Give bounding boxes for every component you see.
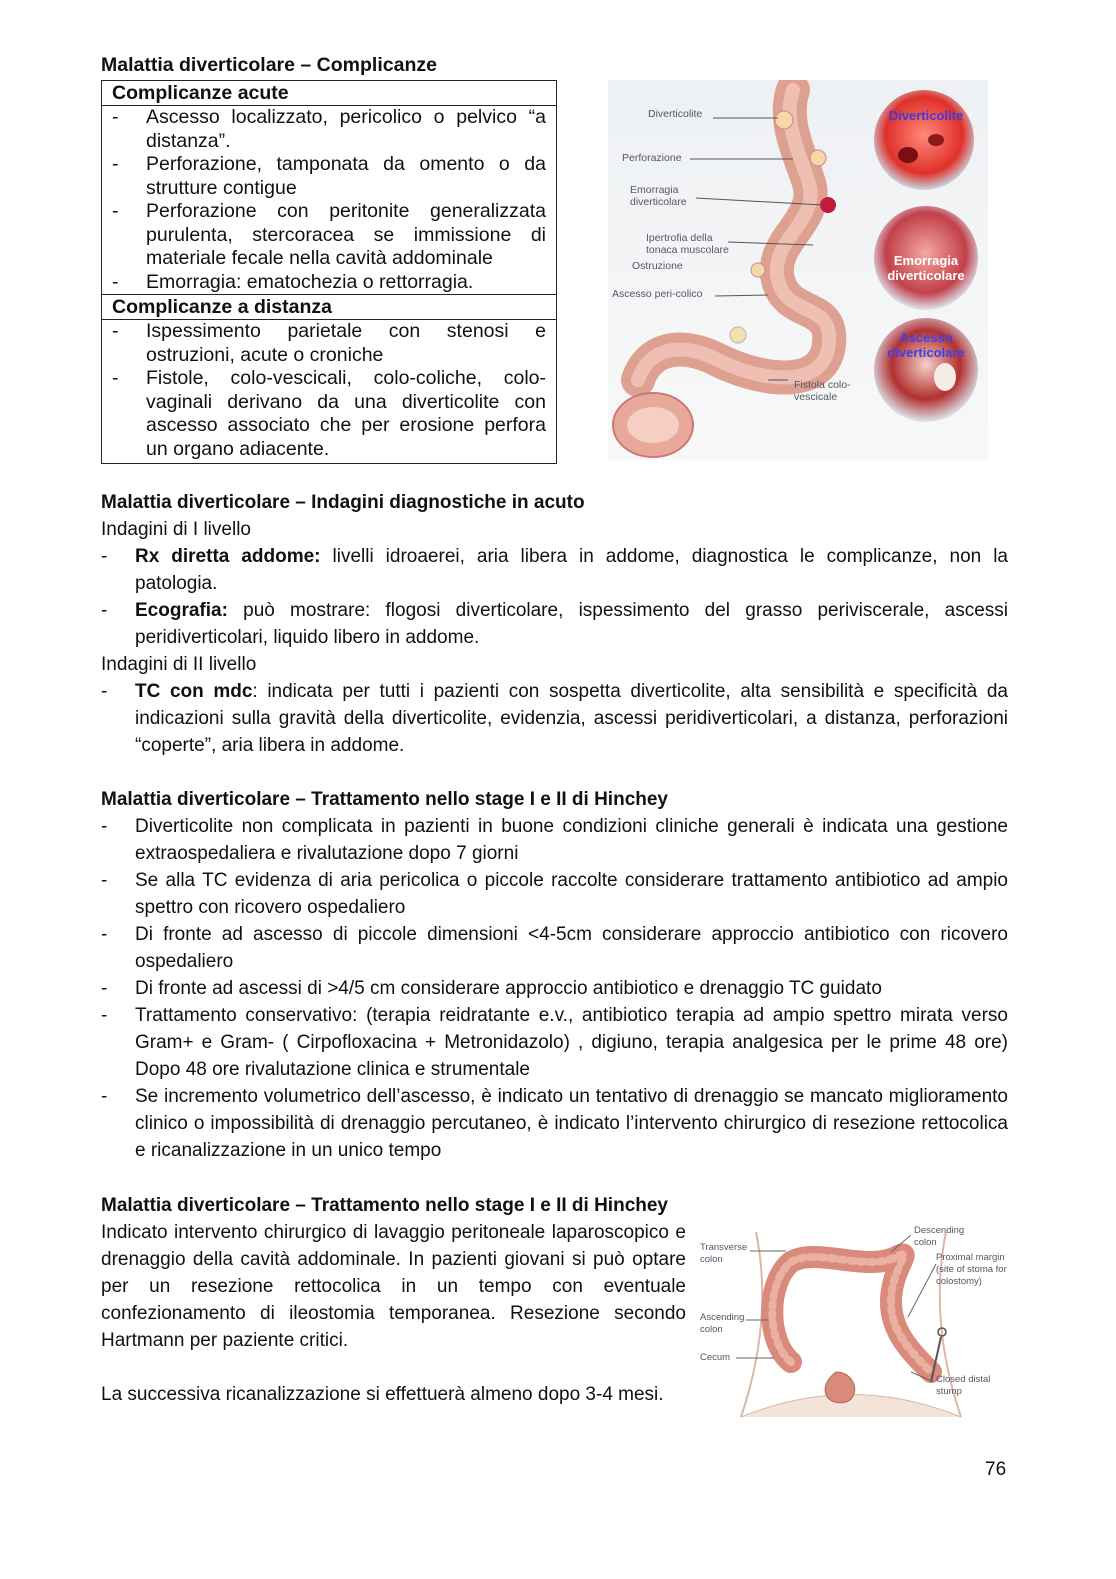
list-item <box>101 678 1008 759</box>
hartmann-figure <box>696 1222 1018 1422</box>
label-descending-colon: Descending colon <box>914 1225 965 1248</box>
item-text: Ispessimento parietale con stenosi e ostruzioni, acute o croniche <box>146 320 546 366</box>
distant-header: Complicanze a distanza <box>102 294 556 320</box>
distant-list <box>102 320 556 463</box>
diverticulitis-endoscopy <box>874 90 974 190</box>
acute-header: Complicanze acute <box>102 81 556 106</box>
section4 <box>101 1192 686 1408</box>
section2 <box>101 489 1008 759</box>
label-diverticolite: Diverticolite <box>648 108 703 120</box>
bullet-dash: - <box>101 1086 108 1107</box>
list-item <box>101 813 1008 867</box>
item-text: livelli idroaerei, aria libera in addome, diagnostica le complicanze, non la patologia. <box>135 546 1008 594</box>
item-text: Di fronte ad ascesso di piccole dimensioni <4-5cm considerare approccio antibiotico con ricovero ospedaliero <box>135 924 1008 972</box>
level1-label: Indagini di I livello <box>101 519 251 540</box>
bullet-dash: - <box>101 978 108 999</box>
item-term: Ecografia: <box>135 600 228 621</box>
list-item <box>112 320 546 367</box>
level1-list <box>101 543 1008 651</box>
label-emorragia: Emorragia diverticolare <box>630 184 687 208</box>
list-item <box>112 271 546 295</box>
circle-label-emorragia: Emorragia diverticolare <box>887 253 965 283</box>
section4-para2: La successiva ricanalizzazione si effettuerà almeno dopo 3-4 mesi. <box>101 1384 664 1405</box>
bullet-dash: - <box>112 320 119 342</box>
bullet-dash: - <box>101 1005 108 1026</box>
bullet-dash: - <box>112 270 119 293</box>
item-term: TC con mdc <box>135 681 253 702</box>
label-transverse-colon: Transverse colon <box>700 1242 748 1265</box>
item-text: Di fronte ad ascessi di >4/5 cm considerare approccio antibiotico e drenaggio TC guidato <box>135 978 882 999</box>
bullet-dash: - <box>101 546 108 567</box>
list-item <box>101 597 1008 651</box>
level2-label: Indagini di II livello <box>101 654 257 675</box>
list-item <box>101 543 1008 597</box>
section2-title: Malattia diverticolare – Indagini diagnostiche in acuto <box>101 492 585 513</box>
item-text: può mostrare: flogosi diverticolare, ispessimento del grasso periviscerale, ascessi peridiverticolari, liquido libero in addome. <box>135 600 1008 648</box>
section4-para1: Indicato intervento chirurgico di lavaggio peritoneale laparoscopico e drenaggio della cavità addominale. In pazienti giovani si può optare per un resezione rettocolica in un tempo con eventuale confezionamento di ileostomia temporanea. Resezione secondo Hartmann per paziente critici. <box>101 1222 686 1351</box>
label-ascesso-pericolico: Ascesso peri-colico <box>612 288 703 300</box>
page-number: 76 <box>985 1459 1007 1480</box>
list-item <box>112 153 546 200</box>
bullet-dash: - <box>101 816 108 837</box>
bullet-dash: - <box>101 681 108 702</box>
item-text: Perforazione con peritonite generalizzata purulenta, stercoracea se immissione di materiale fecale nella cavità addominale <box>146 200 546 269</box>
bullet-dash: - <box>112 367 119 389</box>
label-closed-distal-stump: Closed distal stump <box>936 1374 991 1397</box>
item-text: Fistole, colo-vescicali, colo-coliche, colo-vaginali derivano da una diverticolite con ascesso associato che per erosione perfora un organo adiacente. <box>146 367 546 460</box>
section1-title: Malattia diverticolare – Complicanze <box>101 54 437 76</box>
complications-table <box>101 80 557 464</box>
acute-list <box>102 106 556 294</box>
circle-label-ascesso: Ascesso diverticolare <box>887 330 965 360</box>
label-proximal-margin: Proximal margin (site of stoma for colostomy) <box>936 1252 1007 1287</box>
section3-title: Malattia diverticolare – Trattamento nello stage I e II di Hinchey <box>101 789 669 810</box>
label-ostruzione: Ostruzione <box>632 260 683 272</box>
list-item <box>101 1002 1008 1083</box>
item-text: Ascesso localizzato, pericolico o pelvico “a distanza”. <box>146 106 546 152</box>
item-text: Emorragia: ematochezia o rettorragia. <box>146 270 474 293</box>
item-text: Perforazione, tamponata da omento o da strutture contigue <box>146 153 546 199</box>
item-text: Diverticolite non complicata in pazienti in buone condizioni cliniche generali è indicata una gestione extraospedaliera e rivalutazione dopo 7 giorni <box>135 816 1008 864</box>
list-item <box>101 921 1008 975</box>
list-item <box>101 1083 1008 1164</box>
treatment-list <box>101 813 1008 1164</box>
list-item <box>101 975 1008 1002</box>
item-term: Rx diretta addome: <box>135 546 321 567</box>
circle-label-diverticolite: Diverticolite <box>888 108 964 123</box>
item-text: Trattamento conservativo: (terapia reidratante e.v., antibiotico terapia ad ampio spettro mirata verso Gram+ e Gram- ( Cirpofloxacina + Metronidazolo) , digiuno, terapia analgesica per le prime 48 ore) Dopo 48 ore rivalutazione clinica e strumentale <box>135 1005 1008 1080</box>
label-perforazione: Perforazione <box>622 152 682 164</box>
section3 <box>101 786 1008 1164</box>
label-fistola: Fistola colo-vescicale <box>794 379 851 403</box>
bullet-dash: - <box>112 106 119 128</box>
list-item <box>112 200 546 271</box>
item-text: Se alla TC evidenza di aria pericolica o piccole raccolte considerare trattamento antibiotico ad ampio spettro con ricovero ospedaliero <box>135 870 1008 918</box>
label-ascending-colon: Ascending colon <box>700 1312 745 1335</box>
label-cecum: Cecum <box>700 1352 731 1363</box>
section4-title: Malattia diverticolare – Trattamento nello stage I e II di Hinchey <box>101 1195 669 1216</box>
label-ipertrofia: Ipertrofia della tonaca muscolare <box>646 232 729 256</box>
item-text: Se incremento volumetrico dell’ascesso, è indicato un tentativo di drenaggio se mancato miglioramento clinico o impossibilità di drenaggio percutaneo, è indicato l’intervento chirurgico di resezione rettocolica e ricanalizzazione in un unico tempo <box>135 1086 1008 1161</box>
bullet-dash: - <box>101 870 108 891</box>
bullet-dash: - <box>112 153 119 175</box>
list-item <box>112 367 546 461</box>
bullet-dash: - <box>112 200 119 222</box>
bullet-dash: - <box>101 924 108 945</box>
level2-list <box>101 678 1008 759</box>
list-item <box>101 867 1008 921</box>
list-item <box>112 106 546 153</box>
bullet-dash: - <box>101 600 108 621</box>
diverticular-complications-figure <box>608 80 988 460</box>
item-text: : indicata per tutti i pazienti con sospetta diverticolite, alta sensibilità e specificità da indicazioni sulla gravità della diverticolite, evidenzia, ascessi peridiverticolari, a distanza, perforazioni “coperte”, aria libera in addome. <box>135 681 1008 756</box>
